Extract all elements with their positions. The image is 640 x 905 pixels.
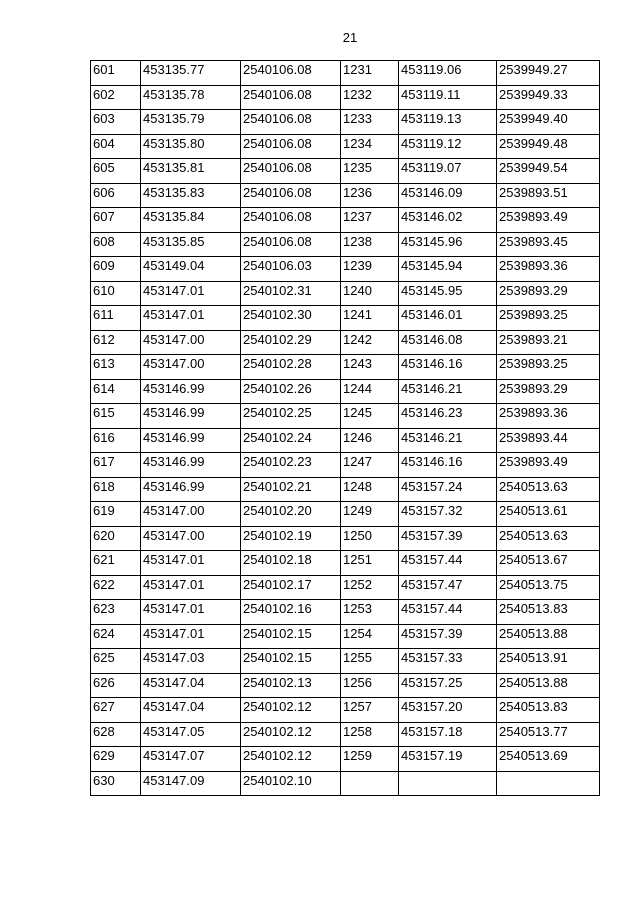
y-coordinate-cell: 2540102.16 xyxy=(241,600,341,625)
y-coordinate-cell: 2539949.40 xyxy=(497,110,600,135)
x-coordinate-cell: 453146.08 xyxy=(399,330,497,355)
table-row xyxy=(91,575,600,600)
point-number-cell: 615 xyxy=(91,404,141,429)
point-number-cell: 1234 xyxy=(341,134,399,159)
point-number-cell: 1256 xyxy=(341,673,399,698)
table-row xyxy=(91,698,600,723)
table-row xyxy=(91,257,600,282)
point-number-cell xyxy=(341,771,399,796)
point-number-cell: 626 xyxy=(91,673,141,698)
y-coordinate-cell: 2540102.23 xyxy=(241,453,341,478)
x-coordinate-cell: 453146.21 xyxy=(399,428,497,453)
point-number-cell: 612 xyxy=(91,330,141,355)
point-number-cell: 1241 xyxy=(341,306,399,331)
x-coordinate-cell: 453147.09 xyxy=(141,771,241,796)
point-number-cell: 1239 xyxy=(341,257,399,282)
point-number-cell: 616 xyxy=(91,428,141,453)
x-coordinate-cell: 453146.99 xyxy=(141,453,241,478)
x-coordinate-cell: 453146.23 xyxy=(399,404,497,429)
y-coordinate-cell: 2540102.15 xyxy=(241,649,341,674)
x-coordinate-cell: 453146.99 xyxy=(141,477,241,502)
x-coordinate-cell: 453157.19 xyxy=(399,747,497,772)
point-number-cell: 1249 xyxy=(341,502,399,527)
point-number-cell: 605 xyxy=(91,159,141,184)
y-coordinate-cell: 2539893.36 xyxy=(497,404,600,429)
y-coordinate-cell: 2540513.83 xyxy=(497,600,600,625)
x-coordinate-cell: 453146.99 xyxy=(141,404,241,429)
y-coordinate-cell: 2540513.69 xyxy=(497,747,600,772)
x-coordinate-cell: 453135.84 xyxy=(141,208,241,233)
point-number-cell: 602 xyxy=(91,85,141,110)
table-row xyxy=(91,600,600,625)
y-coordinate-cell: 2540106.08 xyxy=(241,208,341,233)
page-number: 21 xyxy=(342,30,358,45)
table-row xyxy=(91,85,600,110)
table-row xyxy=(91,330,600,355)
x-coordinate-cell: 453157.39 xyxy=(399,526,497,551)
table-row xyxy=(91,722,600,747)
point-number-cell: 1233 xyxy=(341,110,399,135)
x-coordinate-cell: 453147.04 xyxy=(141,673,241,698)
x-coordinate-cell: 453157.47 xyxy=(399,575,497,600)
y-coordinate-cell: 2539949.27 xyxy=(497,61,600,86)
y-coordinate-cell: 2540513.77 xyxy=(497,722,600,747)
x-coordinate-cell: 453119.06 xyxy=(399,61,497,86)
point-number-cell: 606 xyxy=(91,183,141,208)
y-coordinate-cell: 2540102.18 xyxy=(241,551,341,576)
y-coordinate-cell: 2540513.88 xyxy=(497,624,600,649)
x-coordinate-cell: 453157.20 xyxy=(399,698,497,723)
point-number-cell: 603 xyxy=(91,110,141,135)
point-number-cell: 1251 xyxy=(341,551,399,576)
x-coordinate-cell: 453157.44 xyxy=(399,600,497,625)
y-coordinate-cell: 2540102.20 xyxy=(241,502,341,527)
table-row xyxy=(91,771,600,796)
y-coordinate-cell: 2540513.91 xyxy=(497,649,600,674)
x-coordinate-cell: 453157.18 xyxy=(399,722,497,747)
y-coordinate-cell: 2539893.29 xyxy=(497,281,600,306)
x-coordinate-cell: 453146.99 xyxy=(141,428,241,453)
y-coordinate-cell: 2540102.25 xyxy=(241,404,341,429)
point-number-cell: 617 xyxy=(91,453,141,478)
table-row xyxy=(91,134,600,159)
y-coordinate-cell: 2540102.19 xyxy=(241,526,341,551)
y-coordinate-cell: 2540106.08 xyxy=(241,110,341,135)
y-coordinate-cell: 2540106.08 xyxy=(241,61,341,86)
point-number-cell: 614 xyxy=(91,379,141,404)
point-number-cell: 610 xyxy=(91,281,141,306)
table-row xyxy=(91,453,600,478)
table-row xyxy=(91,61,600,86)
point-number-cell: 1253 xyxy=(341,600,399,625)
x-coordinate-cell: 453119.11 xyxy=(399,85,497,110)
point-number-cell: 1242 xyxy=(341,330,399,355)
y-coordinate-cell: 2540513.61 xyxy=(497,502,600,527)
x-coordinate-cell: 453145.96 xyxy=(399,232,497,257)
point-number-cell: 1255 xyxy=(341,649,399,674)
x-coordinate-cell: 453147.03 xyxy=(141,649,241,674)
point-number-cell: 1236 xyxy=(341,183,399,208)
point-number-cell: 1257 xyxy=(341,698,399,723)
table-row xyxy=(91,551,600,576)
point-number-cell: 1240 xyxy=(341,281,399,306)
point-number-cell: 621 xyxy=(91,551,141,576)
point-number-cell: 1254 xyxy=(341,624,399,649)
x-coordinate-cell: 453145.95 xyxy=(399,281,497,306)
x-coordinate-cell: 453135.80 xyxy=(141,134,241,159)
x-coordinate-cell: 453146.02 xyxy=(399,208,497,233)
table-row xyxy=(91,624,600,649)
point-number-cell: 1237 xyxy=(341,208,399,233)
x-coordinate-cell: 453146.21 xyxy=(399,379,497,404)
point-number-cell: 1245 xyxy=(341,404,399,429)
y-coordinate-cell: 2540106.08 xyxy=(241,85,341,110)
x-coordinate-cell: 453119.12 xyxy=(399,134,497,159)
y-coordinate-cell: 2540513.67 xyxy=(497,551,600,576)
x-coordinate-cell: 453135.85 xyxy=(141,232,241,257)
y-coordinate-cell: 2539893.45 xyxy=(497,232,600,257)
point-number-cell: 607 xyxy=(91,208,141,233)
point-number-cell: 1258 xyxy=(341,722,399,747)
y-coordinate-cell: 2540513.88 xyxy=(497,673,600,698)
y-coordinate-cell: 2539949.33 xyxy=(497,85,600,110)
point-number-cell: 630 xyxy=(91,771,141,796)
y-coordinate-cell: 2539893.49 xyxy=(497,208,600,233)
point-number-cell: 627 xyxy=(91,698,141,723)
y-coordinate-cell: 2539893.49 xyxy=(497,453,600,478)
x-coordinate-cell: 453135.79 xyxy=(141,110,241,135)
point-number-cell: 1232 xyxy=(341,85,399,110)
table-row xyxy=(91,649,600,674)
point-number-cell: 604 xyxy=(91,134,141,159)
y-coordinate-cell: 2540102.30 xyxy=(241,306,341,331)
point-number-cell: 1247 xyxy=(341,453,399,478)
y-coordinate-cell: 2539949.48 xyxy=(497,134,600,159)
y-coordinate-cell: 2539893.51 xyxy=(497,183,600,208)
y-coordinate-cell: 2540102.12 xyxy=(241,747,341,772)
point-number-cell: 624 xyxy=(91,624,141,649)
y-coordinate-cell: 2540102.26 xyxy=(241,379,341,404)
table-row xyxy=(91,159,600,184)
x-coordinate-cell: 453146.16 xyxy=(399,453,497,478)
point-number-cell: 1250 xyxy=(341,526,399,551)
y-coordinate-cell: 2540102.31 xyxy=(241,281,341,306)
x-coordinate-cell: 453119.13 xyxy=(399,110,497,135)
table-row xyxy=(91,183,600,208)
x-coordinate-cell: 453135.78 xyxy=(141,85,241,110)
x-coordinate-cell: 453157.25 xyxy=(399,673,497,698)
y-coordinate-cell: 2540106.08 xyxy=(241,183,341,208)
point-number-cell: 618 xyxy=(91,477,141,502)
x-coordinate-cell: 453147.00 xyxy=(141,355,241,380)
x-coordinate-cell: 453146.01 xyxy=(399,306,497,331)
x-coordinate-cell: 453157.44 xyxy=(399,551,497,576)
table-row xyxy=(91,502,600,527)
table-row xyxy=(91,208,600,233)
point-number-cell: 1231 xyxy=(341,61,399,86)
y-coordinate-cell: 2539893.44 xyxy=(497,428,600,453)
x-coordinate-cell: 453119.07 xyxy=(399,159,497,184)
point-number-cell: 1238 xyxy=(341,232,399,257)
y-coordinate-cell: 2540106.08 xyxy=(241,159,341,184)
y-coordinate-cell: 2540513.75 xyxy=(497,575,600,600)
y-coordinate-cell: 2540513.63 xyxy=(497,477,600,502)
point-number-cell: 622 xyxy=(91,575,141,600)
y-coordinate-cell: 2539893.21 xyxy=(497,330,600,355)
table-row xyxy=(91,428,600,453)
x-coordinate-cell: 453157.24 xyxy=(399,477,497,502)
table-row xyxy=(91,673,600,698)
point-number-cell: 1259 xyxy=(341,747,399,772)
coordinates-table xyxy=(90,60,600,796)
table-row xyxy=(91,404,600,429)
table-row xyxy=(91,232,600,257)
point-number-cell: 608 xyxy=(91,232,141,257)
x-coordinate-cell: 453145.94 xyxy=(399,257,497,282)
x-coordinate-cell: 453147.01 xyxy=(141,281,241,306)
y-coordinate-cell: 2539893.25 xyxy=(497,355,600,380)
y-coordinate-cell: 2540102.13 xyxy=(241,673,341,698)
x-coordinate-cell: 453157.32 xyxy=(399,502,497,527)
x-coordinate-cell: 453146.09 xyxy=(399,183,497,208)
table-row xyxy=(91,306,600,331)
table-row xyxy=(91,281,600,306)
x-coordinate-cell: 453147.01 xyxy=(141,624,241,649)
coordinates-table-body xyxy=(91,61,600,796)
table-row xyxy=(91,355,600,380)
x-coordinate-cell: 453147.01 xyxy=(141,551,241,576)
y-coordinate-cell: 2540102.10 xyxy=(241,771,341,796)
point-number-cell: 1252 xyxy=(341,575,399,600)
point-number-cell: 628 xyxy=(91,722,141,747)
point-number-cell: 1246 xyxy=(341,428,399,453)
point-number-cell: 601 xyxy=(91,61,141,86)
x-coordinate-cell: 453147.00 xyxy=(141,502,241,527)
x-coordinate-cell: 453135.83 xyxy=(141,183,241,208)
table-row xyxy=(91,477,600,502)
table-row xyxy=(91,110,600,135)
x-coordinate-cell: 453146.99 xyxy=(141,379,241,404)
y-coordinate-cell: 2540102.21 xyxy=(241,477,341,502)
point-number-cell: 625 xyxy=(91,649,141,674)
x-coordinate-cell: 453147.01 xyxy=(141,600,241,625)
x-coordinate-cell: 453147.00 xyxy=(141,526,241,551)
y-coordinate-cell: 2539893.25 xyxy=(497,306,600,331)
y-coordinate-cell: 2540106.03 xyxy=(241,257,341,282)
point-number-cell: 619 xyxy=(91,502,141,527)
y-coordinate-cell xyxy=(497,771,600,796)
x-coordinate-cell: 453147.01 xyxy=(141,306,241,331)
x-coordinate-cell: 453147.00 xyxy=(141,330,241,355)
x-coordinate-cell: 453157.39 xyxy=(399,624,497,649)
point-number-cell: 609 xyxy=(91,257,141,282)
x-coordinate-cell: 453149.04 xyxy=(141,257,241,282)
y-coordinate-cell: 2540102.24 xyxy=(241,428,341,453)
y-coordinate-cell: 2540106.08 xyxy=(241,134,341,159)
point-number-cell: 629 xyxy=(91,747,141,772)
y-coordinate-cell: 2540102.12 xyxy=(241,698,341,723)
y-coordinate-cell: 2540513.63 xyxy=(497,526,600,551)
y-coordinate-cell: 2540102.17 xyxy=(241,575,341,600)
x-coordinate-cell: 453147.01 xyxy=(141,575,241,600)
point-number-cell: 1244 xyxy=(341,379,399,404)
x-coordinate-cell xyxy=(399,771,497,796)
table-row xyxy=(91,379,600,404)
point-number-cell: 1243 xyxy=(341,355,399,380)
y-coordinate-cell: 2540102.28 xyxy=(241,355,341,380)
y-coordinate-cell: 2540102.29 xyxy=(241,330,341,355)
point-number-cell: 620 xyxy=(91,526,141,551)
table-row xyxy=(91,747,600,772)
x-coordinate-cell: 453157.33 xyxy=(399,649,497,674)
y-coordinate-cell: 2539949.54 xyxy=(497,159,600,184)
point-number-cell: 1235 xyxy=(341,159,399,184)
point-number-cell: 1248 xyxy=(341,477,399,502)
x-coordinate-cell: 453135.81 xyxy=(141,159,241,184)
x-coordinate-cell: 453146.16 xyxy=(399,355,497,380)
y-coordinate-cell: 2540106.08 xyxy=(241,232,341,257)
x-coordinate-cell: 453135.77 xyxy=(141,61,241,86)
y-coordinate-cell: 2540102.12 xyxy=(241,722,341,747)
table-row xyxy=(91,526,600,551)
x-coordinate-cell: 453147.04 xyxy=(141,698,241,723)
y-coordinate-cell: 2540513.83 xyxy=(497,698,600,723)
y-coordinate-cell: 2540102.15 xyxy=(241,624,341,649)
y-coordinate-cell: 2539893.36 xyxy=(497,257,600,282)
point-number-cell: 613 xyxy=(91,355,141,380)
point-number-cell: 611 xyxy=(91,306,141,331)
x-coordinate-cell: 453147.07 xyxy=(141,747,241,772)
point-number-cell: 623 xyxy=(91,600,141,625)
y-coordinate-cell: 2539893.29 xyxy=(497,379,600,404)
x-coordinate-cell: 453147.05 xyxy=(141,722,241,747)
